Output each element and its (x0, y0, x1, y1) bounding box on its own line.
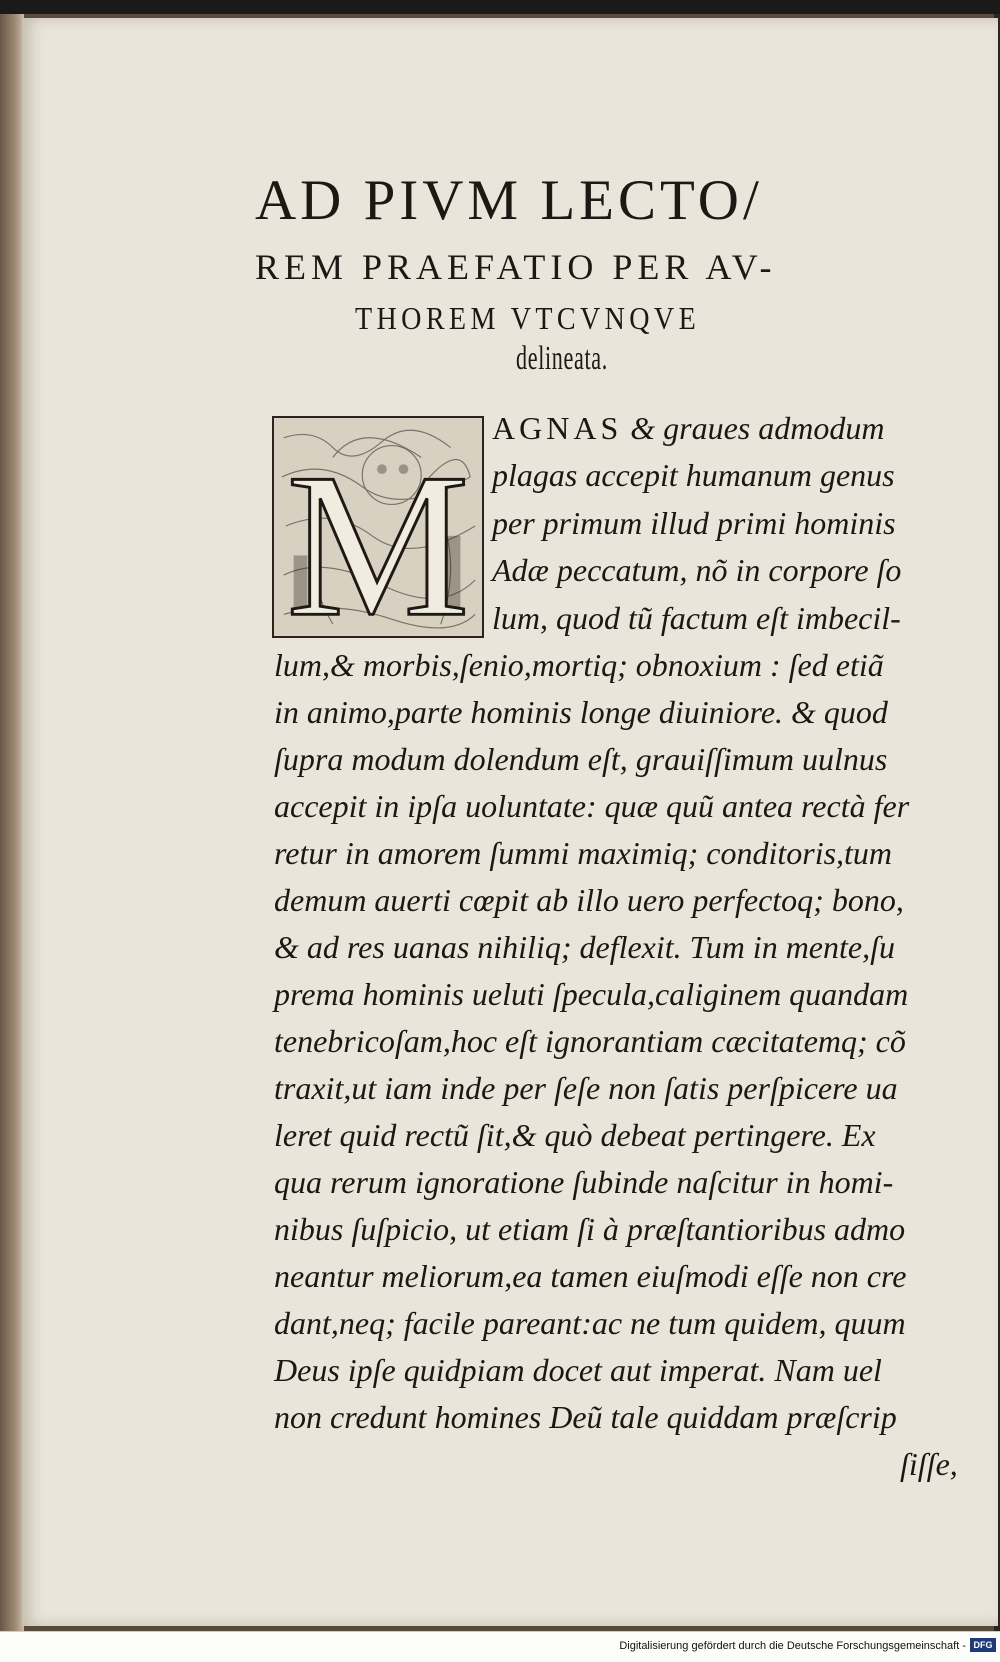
body-line-11: demum auerti cœpit ab illo uero perfectoq; bono, (274, 882, 904, 918)
viewer-top-bar (0, 0, 1000, 14)
body-line-14: tenebricoſam,hoc eſt ignorantiam cæcitatemq; cõ (274, 1023, 906, 1059)
page-gutter-edge (0, 14, 24, 1631)
body-line-15: traxit,ut iam inde per ſeſe non ſatis perſpicere ua (274, 1070, 898, 1106)
body-line-1 (492, 408, 884, 448)
body-line-3: per primum illud primi hominis (492, 505, 896, 541)
body-line-18: nibus ſuſpicio, ut etiam ſi à præſtantioribus admo (274, 1211, 906, 1247)
title-line-4: delineata. (516, 340, 608, 377)
decorated-initial-m-icon (272, 416, 484, 638)
body-line-5: lum, quod tũ factum eſt imbecil- (492, 600, 901, 636)
body-line-19: neantur meliorum,ea tamen eiuſmodi eſſe non cre (274, 1258, 907, 1294)
body-line-16: leret quid rectũ ſit,& quò debeat pertingere. Ex (274, 1117, 876, 1153)
body-line-7: in animo,parte hominis longe diuiniore. & quod (274, 694, 888, 730)
body-line-21: Deus ipſe quidpiam docet aut imperat. Nam uel (274, 1352, 882, 1388)
body-line-9: accepit in ipſa uoluntate: quæ quũ antea rectà fer (274, 788, 910, 824)
body-line-22: non credunt homines Deũ tale quiddam præſcrip (274, 1399, 897, 1435)
body-line-8: ſupra modum dolendum eſt, grauiſſimum uulnus (274, 741, 888, 777)
catchword: ſiſſe, (900, 1446, 958, 1482)
svg-text:M: M (286, 430, 470, 636)
opening-caps: AGNAS (492, 410, 623, 446)
dfg-logo-icon: DFG (970, 1638, 996, 1652)
body-line-13: prema hominis ueluti ſpecula,caliginem quandam (274, 976, 909, 1012)
title-line-1: AD PIVM LECTO/ (255, 169, 763, 232)
viewer-footer (0, 1631, 1000, 1662)
body-line-2: plagas accepit humanum genus (492, 457, 895, 493)
title-line-2: REM PRAEFATIO PER AV- (255, 247, 777, 287)
body-line-1-text: & graues admodum (622, 410, 885, 446)
woodcut-angel-icon (274, 418, 482, 636)
body-line-12: & ad res uanas nihiliq; deflexit. Tum in mente,ſu (274, 929, 895, 965)
body-line-4: Adæ peccatum, nõ in corpore ſo (492, 552, 902, 588)
body-line-6: lum,& morbis,ſenio,mortiq; obnoxium : ſed etiã (274, 647, 884, 683)
digitization-credit: Digitalisierung gefördert durch die Deutsche Forschungsgemeinschaft - (619, 1640, 966, 1652)
body-line-10: retur in amorem ſummi maximiq; conditoris,tum (274, 835, 893, 871)
body-line-20: dant,neq; facile pareant:ac ne tum quidem, quum (274, 1305, 906, 1341)
title-line-3: THOREM VTCVNQVE (355, 300, 701, 336)
body-line-17: qua rerum ignoratione ſubinde naſcitur in homi- (274, 1164, 894, 1200)
